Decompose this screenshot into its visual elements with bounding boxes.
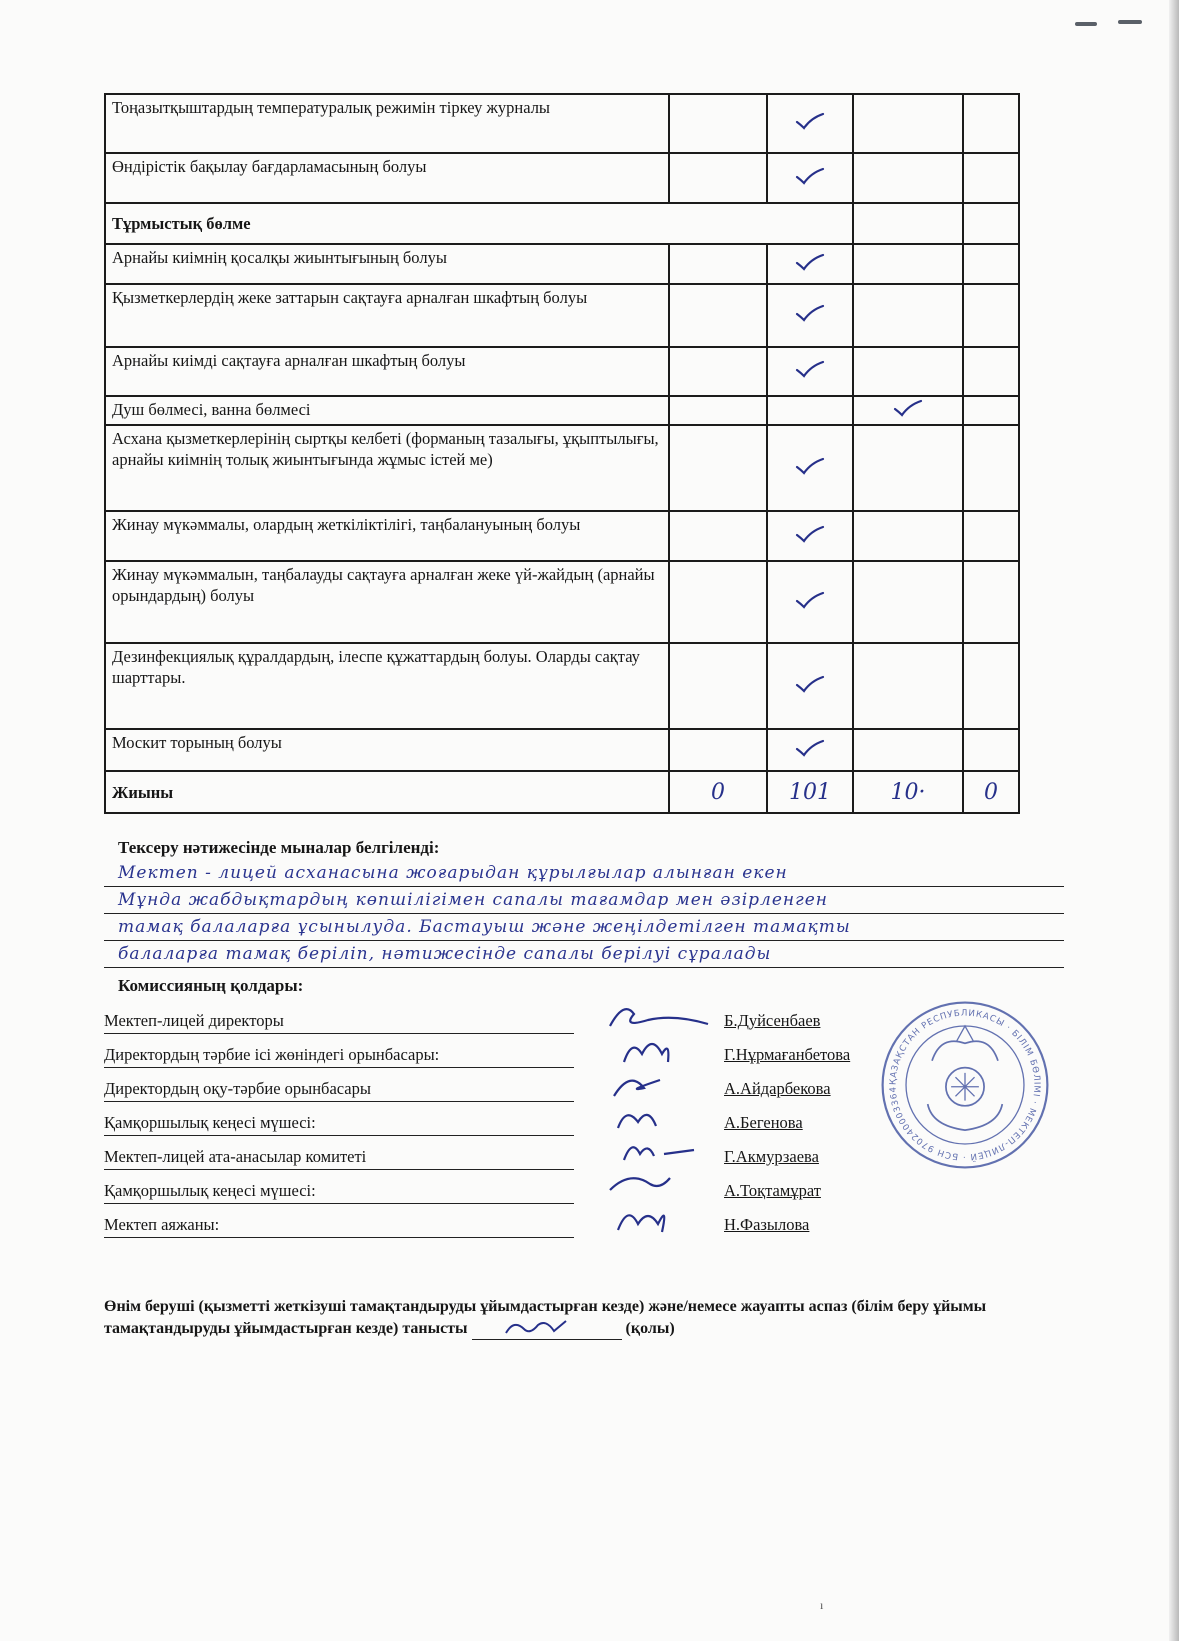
mark-cell	[963, 203, 1019, 244]
signature-row	[104, 1140, 864, 1170]
mark-cell	[853, 425, 963, 511]
signature-line	[104, 1203, 574, 1204]
checklist-row	[105, 94, 1019, 153]
acknowledgement-signature	[502, 1317, 582, 1339]
acknowledgement	[104, 1296, 1044, 1340]
section-header-row	[105, 203, 1019, 244]
section-header: Тұрмыстық бөлме	[105, 203, 853, 244]
mark-cell	[853, 244, 963, 284]
mark-cell	[963, 153, 1019, 203]
member-name: Н.Фазылова	[724, 1215, 810, 1234]
signature-line	[104, 1237, 574, 1238]
criterion-text: Өндірістік бақылау бағдарламасының болуы	[105, 153, 669, 203]
total-value: 0	[963, 771, 1019, 813]
signature-row	[104, 1174, 864, 1204]
mark-cell	[767, 511, 853, 561]
checklist-row	[105, 284, 1019, 347]
checklist-row	[105, 347, 1019, 396]
member-name: Г.Нұрмағанбетова	[724, 1045, 851, 1064]
signature-row	[104, 1072, 864, 1102]
checklist-table	[104, 93, 1020, 814]
mark-cell	[853, 347, 963, 396]
mark-cell	[669, 729, 767, 771]
criterion-text: Асхана қызметкерлерінің сыртқы келбеті (форманың тазалығы, ұқыптылығы, арнайы киімнің толық жиынтығында жұмыс істей ме)	[105, 425, 669, 511]
handwritten-line: Мұнда жабдықтардың көпшілігімен сапалы тағамдар мен әзірленген	[104, 887, 1064, 914]
mark-cell	[767, 643, 853, 729]
checkmark-icon	[795, 525, 825, 543]
member-name: А.Бегенова	[724, 1113, 803, 1132]
mark-cell	[669, 396, 767, 425]
handwritten-line: тамақ балаларға ұсынылуда. Бастауыш және жеңілдетілген тамақты	[104, 914, 1064, 941]
mark-cell	[853, 203, 963, 244]
mark-cell	[963, 347, 1019, 396]
mark-cell	[963, 244, 1019, 284]
mark-cell	[767, 153, 853, 203]
acknowledgement-signature-label: (қолы)	[625, 1320, 675, 1337]
total-value: 0	[669, 771, 767, 813]
mark-cell	[669, 284, 767, 347]
mark-cell	[767, 729, 853, 771]
handwritten-signature	[604, 998, 714, 1032]
page-edge-shadow	[1169, 0, 1179, 1641]
mark-cell	[963, 643, 1019, 729]
signature-row	[104, 1106, 864, 1136]
total-value: 10·	[853, 771, 963, 813]
checkmark-icon	[795, 360, 825, 378]
checklist-row	[105, 643, 1019, 729]
handwritten-signature	[604, 1168, 714, 1202]
criterion-text: Тоңазытқыштардың температуралық режимін тіркеу журналы	[105, 94, 669, 153]
mark-cell	[853, 284, 963, 347]
handwritten-signature	[604, 1134, 714, 1168]
checklist-row	[105, 425, 1019, 511]
member-role: Мектеп-лицей директоры	[104, 1011, 284, 1030]
acknowledgement-text: Өнім беруші (қызметті жеткізуші тамақтандыруды ұйымдастырған кезде) және/немесе жауапты аспаз (білім беру ұйымы тамақтандыруды ұйымдастырған кезде) танысты	[104, 1298, 987, 1337]
checkmark-icon	[795, 591, 825, 609]
criterion-text: Жинау мүкәммалы, олардың жеткіліктілігі, таңбалануының болуы	[105, 511, 669, 561]
signature-row	[104, 1004, 864, 1034]
criterion-text: Душ бөлмесі, ванна бөлмесі	[105, 396, 669, 425]
mark-cell	[767, 244, 853, 284]
total-value: 101	[767, 771, 853, 813]
mark-cell	[669, 347, 767, 396]
acknowledgement-signature-line	[472, 1319, 622, 1340]
mark-cell	[963, 396, 1019, 425]
checkmark-icon	[795, 304, 825, 322]
mark-cell	[963, 511, 1019, 561]
mark-cell	[853, 643, 963, 729]
member-role: Мектеп аяжаны:	[104, 1215, 220, 1234]
checkmark-icon	[795, 253, 825, 271]
mark-cell	[669, 425, 767, 511]
mark-cell	[767, 347, 853, 396]
mark-cell	[963, 729, 1019, 771]
mark-cell	[853, 153, 963, 203]
checklist-row	[105, 561, 1019, 643]
mark-cell	[767, 561, 853, 643]
findings-title: Тексеру нәтижесінде мыналар белгіленді:	[118, 838, 440, 857]
checklist-row	[105, 396, 1019, 425]
signature-line	[104, 1067, 574, 1068]
mark-cell	[963, 561, 1019, 643]
mark-cell	[767, 425, 853, 511]
mark-cell	[669, 153, 767, 203]
total-label: Жиыны	[105, 771, 669, 813]
signature-line	[104, 1169, 574, 1170]
member-role: Мектеп-лицей ата-анасылар комитеті	[104, 1147, 367, 1166]
member-name: Б.Дуйсенбаев	[724, 1011, 821, 1030]
signature-line	[104, 1135, 574, 1136]
member-name: А.Тоқтамұрат	[724, 1181, 821, 1200]
mark-cell	[767, 94, 853, 153]
checklist-row	[105, 511, 1019, 561]
criterion-text: Дезинфекциялық құралдардың, ілеспе құжаттардың болуы. Оларды сақтау шарттары.	[105, 643, 669, 729]
checkmark-icon	[795, 167, 825, 185]
commission-signatures-title: Комиссияның қолдары:	[118, 976, 304, 995]
page-number: ı	[820, 1598, 824, 1612]
handwritten-signature	[604, 1066, 714, 1100]
findings-handwritten-notes	[104, 860, 1064, 968]
mark-cell	[853, 94, 963, 153]
mark-cell	[853, 561, 963, 643]
mark-cell	[963, 284, 1019, 347]
mark-cell	[853, 511, 963, 561]
checkmark-icon	[795, 457, 825, 475]
handwritten-signature	[604, 1202, 714, 1236]
mark-cell	[853, 729, 963, 771]
member-role: Қамқоршылық кеңесі мүшесі:	[104, 1181, 316, 1200]
criterion-text: Жинау мүкәммалын, таңбалауды сақтауға арналған жеке үй-жайдың (арнайы орындардың) болуы	[105, 561, 669, 643]
checkmark-icon	[795, 112, 825, 130]
handwritten-line: Мектеп - лицей асханасына жоғарыдан құрылғылар алынған екен	[104, 860, 1064, 887]
criterion-text: Москит торының болуы	[105, 729, 669, 771]
mark-cell	[853, 396, 963, 425]
criterion-text: Қызметкерлердің жеке заттарын сақтауға арналған шкафтың болуы	[105, 284, 669, 347]
mark-cell	[669, 244, 767, 284]
mark-cell	[669, 94, 767, 153]
criterion-text: Арнайы киімнің қосалқы жиынтығының болуы	[105, 244, 669, 284]
checkmark-icon	[795, 675, 825, 693]
member-role: Қамқоршылық кеңесі мүшесі:	[104, 1113, 316, 1132]
handwritten-line: балаларға тамақ беріліп, нәтижесінде сапалы берілуі сұралады	[104, 941, 1064, 968]
total-row	[105, 771, 1019, 813]
scan-artifact	[1075, 22, 1097, 26]
official-stamp	[880, 1000, 1050, 1170]
checkmark-icon	[795, 739, 825, 757]
mark-cell	[963, 94, 1019, 153]
signature-row	[104, 1038, 864, 1068]
mark-cell	[669, 643, 767, 729]
handwritten-signature	[604, 1032, 714, 1066]
mark-cell	[669, 511, 767, 561]
checkmark-icon	[893, 399, 923, 417]
scan-artifact	[1118, 20, 1142, 24]
signature-row	[104, 1208, 864, 1238]
criterion-text: Арнайы киімді сақтауға арналған шкафтың болуы	[105, 347, 669, 396]
member-role: Директордың тәрбие ісі жөніндегі орынбасары:	[104, 1045, 440, 1064]
mark-cell	[767, 396, 853, 425]
member-name: А.Айдарбекова	[724, 1079, 831, 1098]
checklist-row	[105, 244, 1019, 284]
mark-cell	[963, 425, 1019, 511]
handwritten-signature	[604, 1100, 714, 1134]
checklist-row	[105, 729, 1019, 771]
member-name: Г.Акмурзаева	[724, 1147, 819, 1166]
stamp-text: ҚАЗАҚСТАН РЕСПУБЛИКАСЫ · БІЛІМ БӨЛІМІ · МЕКТЕП-ЛИЦЕЙ · БСН 970240003364	[888, 1008, 1042, 1162]
checklist-row	[105, 153, 1019, 203]
signature-line	[104, 1033, 574, 1034]
mark-cell	[767, 284, 853, 347]
mark-cell	[669, 561, 767, 643]
signature-line	[104, 1101, 574, 1102]
member-role: Директордың оқу-тәрбие орынбасары	[104, 1079, 371, 1098]
